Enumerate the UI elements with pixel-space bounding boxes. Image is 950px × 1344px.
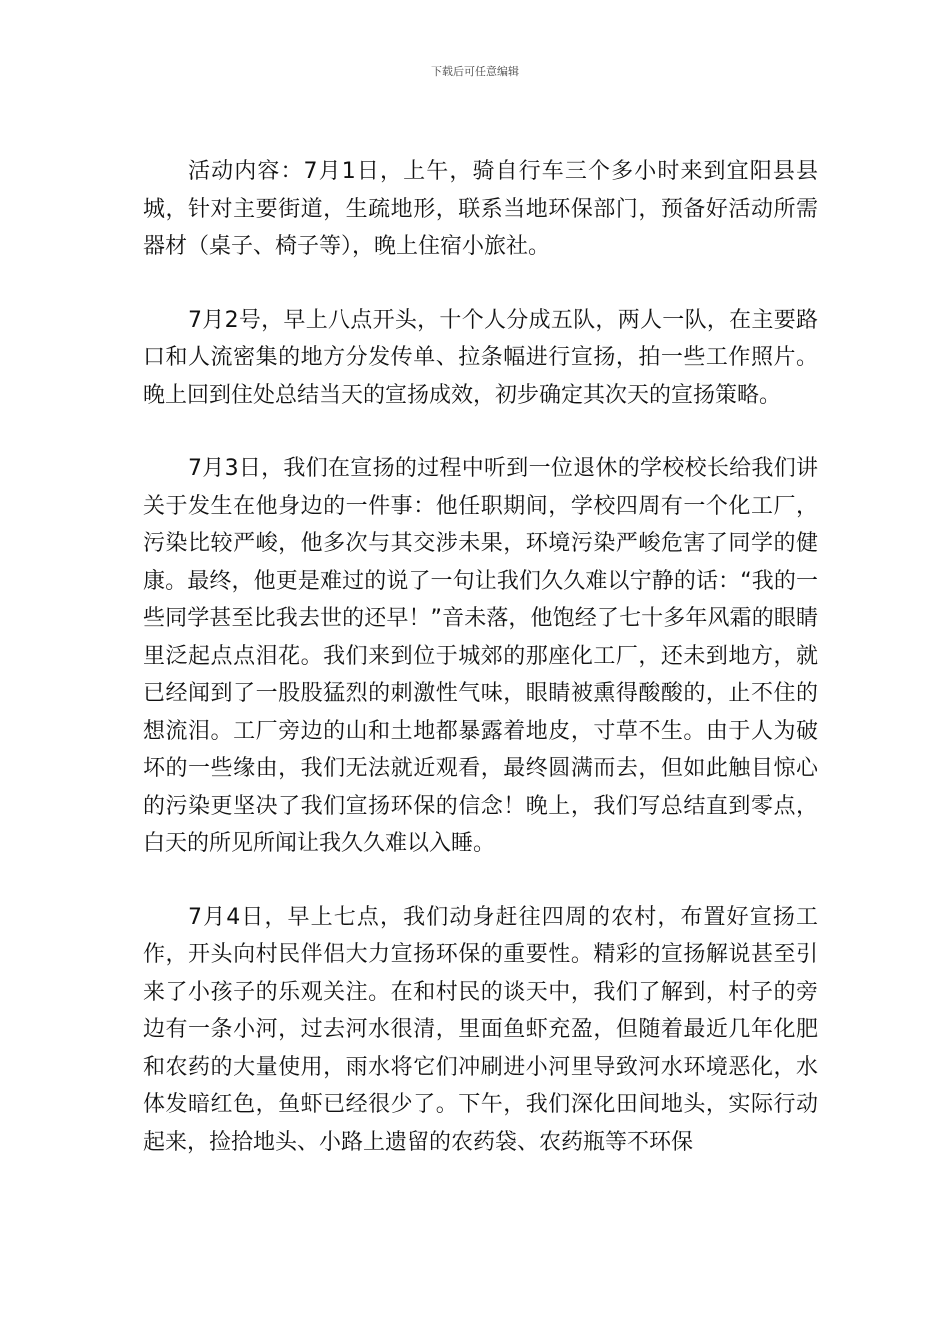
document-body bbox=[143, 153, 818, 1161]
paragraph-july-3: 7月3日，我们在宣扬的过程中听到一位退休的学校校长给我们讲关于发生在他身边的一件事：他任职期间，学校四周有一个化工厂，污染比较严峻，他多次与其交涉未果，环境污染严峻危害了同学的健康。最终，他更是难过的说了一句让我们久久难以宁静的话：“我的一些同学甚至比我去世的还早！”音未落，他饱经了七十多年风霜的眼睛里泛起点点泪花。我们来到位于城郊的那座化工厂，还未到地方，就已经闻到了一股股猛烈的刺激性气味，眼睛被熏得酸酸的，止不住的想流泪。工厂旁边的山和土地都暴露着地皮，寸草不生。由于人为破坏的一些缘由，我们无法就近观看，最终圆满而去，但如此触目惊心的污染更坚决了我们宣扬环保的信念！晚上，我们写总结直到零点，白天的所见所闻让我久久难以入睡。 bbox=[143, 456, 818, 856]
paragraph-july-1: 活动内容：7月1日，上午，骑自行车三个多小时来到宜阳县县城，针对主要街道，生疏地形，联系当地环保部门，预备好活动所需器材（桌子、椅子等），晚上住宿小旅社。 bbox=[143, 159, 818, 259]
paragraph-july-4: 7月4日，早上七点，我们动身赶往四周的农村，布置好宣扬工作，开头向村民伴侣大力宣扬环保的重要性。精彩的宣扬解说甚至引来了小孩子的乐观关注。在和村民的谈天中，我们了解到，村子的旁边有一条小河，过去河水很清，里面鱼虾充盈，但随着最近几年化肥和农药的大量使用，雨水将它们冲刷进小河里导致河水环境恶化，水体发暗红色，鱼虾已经很少了。下午，我们深化田间地头，实际行动起来，捡拾地头、小路上遗留的农药袋、农药瓶等不环保 bbox=[143, 904, 818, 1155]
page-header-note: 下载后可任意编辑 bbox=[431, 65, 519, 78]
paragraph-july-2: 7月2号，早上八点开头，十个人分成五队，两人一队，在主要路口和人流密集的地方分发传单、拉条幅进行宣扬，拍一些工作照片。晚上回到住处总结当天的宣扬成效，初步确定其次天的宣扬策略。 bbox=[143, 307, 818, 408]
